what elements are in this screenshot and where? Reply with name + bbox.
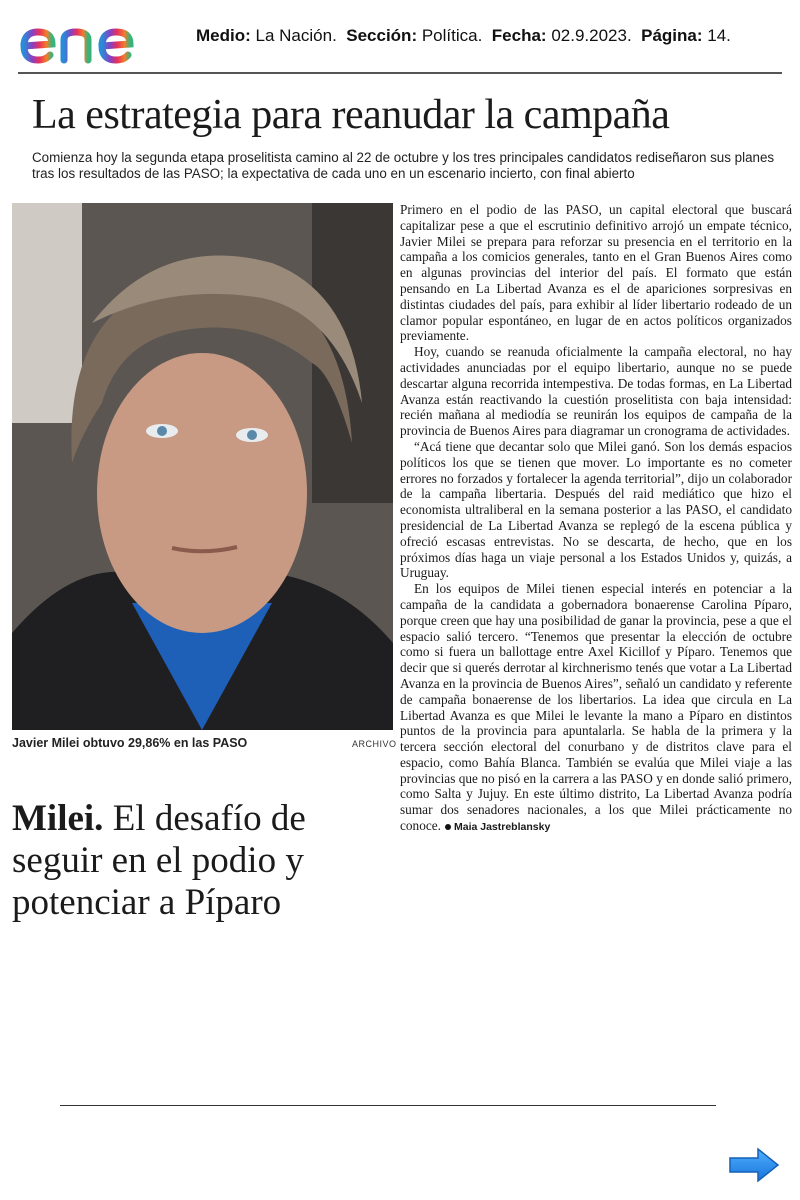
body-paragraph: Primero en el podio de las PASO, un capital electoral que buscará capitalizar pese a que el escrutinio definitivo arrojó un empate técnico, Javier Milei se prepara para reforzar su presencia en el territorio en la campaña a los comicios generales, tanto en el Gran Buenos Aires como en algunas provincias del interior del país. El formato que están pensando en La Libertad Avanza es el de apariciones sorpresivas en distintas ciudades del país, para exhibir al líder libertario rodeado de un clamor popular espontáneo, en lugar de en actos políticos organizados previamente.	[400, 202, 792, 344]
article-headline: La estrategia para reanudar la campaña	[32, 92, 670, 138]
enel-logo	[18, 8, 180, 70]
pagina-label: Página:	[641, 26, 703, 45]
article-photo	[12, 203, 393, 730]
body-paragraph: “Acá tiene que decantar solo que Milei ganó. Son los demás espacios políticos los que se tienen que mover. Lo importante es no cometer errores no forzados y fortalecer la agenda territorial”, dijo un colaborador de la campaña libertaria. Después del raid mediático que hizo el economista ultraliberal en la semana posterior a las PASO, el candidato presidencial de La Libertad Avanza se replegó de la escena pública y ofreció escasas entrevistas. No se descarta, de hecho, que en los próximos días haga un viaje personal a los Estados Unidos y, quizás, a Uruguay.	[400, 438, 792, 581]
seccion-label: Sección:	[346, 26, 418, 45]
kicker-title: El desafío de seguir en el podio y potenciar a Píparo	[12, 798, 306, 923]
medio-value: La Nación.	[255, 26, 337, 45]
photo-credit: ARCHIVO	[352, 739, 397, 749]
header-divider	[18, 72, 782, 74]
end-bullet-icon	[445, 824, 451, 830]
seccion-value: Política.	[421, 26, 483, 45]
kicker-lead: Milei.	[12, 798, 104, 839]
fecha-label: Fecha:	[491, 26, 547, 45]
pagina-value: 14.	[707, 26, 731, 45]
portrait-image	[12, 203, 393, 730]
arrow-right-icon[interactable]	[728, 1147, 780, 1183]
body-paragraph-last	[400, 581, 792, 836]
clipping-metadata	[196, 26, 731, 46]
body-paragraph-text: En los equipos de Milei tienen especial interés en potenciar a la campaña de la candidata a gobernadora bonaerense Carolina Píparo, porque creen que hay una posibilidad de ganar la provincia, pese a que el espacio salió tercero. “Tenemos que presentar la elección de octubre como si fuera un ballottage entre Axel Kicillof y Píparo. Tenemos que decir que si querés derrotar al kirchnerismo tenés que votar a La Libertad Avanza en la provincia de Buenos Aires”, señaló un candidato y referente de campaña bonaerense de los libertarios. La idea que circula en La Libertad Avanza es que Milei le levante la mano a Píparo en distintos puntos de la provincia para apuntalarla. Se habla de la primera y la tercera sección electoral del conurbano y de distritos clave para el espacio, como Bahía Blanca. También se evalúa que Milei viaje a las provincias que no pisó en la carrera a las PASO y en donde salió primero, como Salta y Jujuy. En este último distrito, La Libertad Avanza podría sumar dos senadores nacionales, a los que Milei prácticamente no conoce.	[400, 581, 792, 834]
fecha-value: 02.9.2023.	[551, 26, 632, 45]
byline: Maia Jastreblansky	[453, 821, 551, 834]
article-body	[400, 202, 792, 836]
body-paragraph: Hoy, cuando se reanuda oficialmente la campaña electoral, no hay actividades anunciadas por el equipo libertario, aunque no se puede descartar alguna recorrida intempestiva. De todas formas, en La Libertad Avanza están reactivando la cuestión proselitista con baja intensidad: recién mañana al mediodía se reunirán los equipos de campaña de la provincia de Buenos Aires para diagramar un cronograma de actividades.	[400, 344, 792, 439]
medio-label: Medio:	[196, 26, 251, 45]
article-deck: Comienza hoy la segunda etapa proselitista camino al 22 de octubre y los tres principales candidatos rediseñaron sus planes tras los resultados de las PASO; la expectativa de cada uno en un escenario incierto, con final abierto	[32, 150, 775, 181]
section-kicker	[12, 798, 392, 924]
photo-caption: Javier Milei obtuvo 29,86% en las PASO	[12, 736, 248, 750]
footer-divider	[60, 1105, 716, 1106]
